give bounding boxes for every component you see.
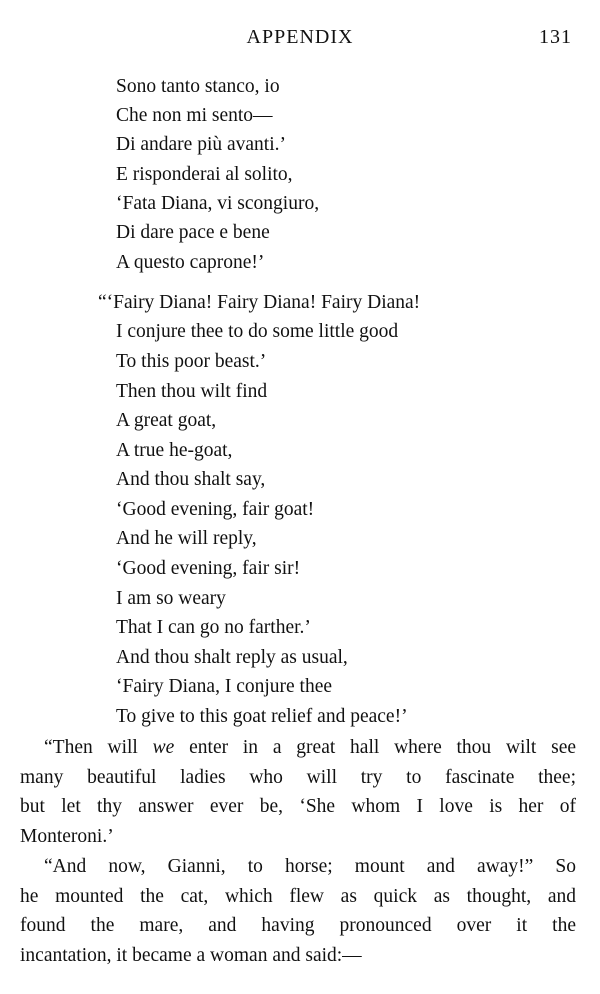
verse-line: Che non mi sento— xyxy=(116,105,273,126)
verse-line: And thou shalt reply as usual, xyxy=(116,647,348,668)
prose-line: incantation, it became a woman and said:— xyxy=(20,944,362,966)
verse-line: I conjure thee to do some little good xyxy=(116,321,399,342)
verse-line: To this poor beast.’ xyxy=(116,351,267,372)
verse-line: “‘Fairy Diana! Fairy Diana! Fairy Diana! xyxy=(98,292,421,313)
prose-line: many beautiful ladies who will try to fascinate thee; xyxy=(20,766,576,788)
prose-line: “And now, Gianni, to horse; mount and away!” So xyxy=(44,856,576,877)
verse-line: And thou shalt say, xyxy=(116,469,266,490)
prose-line: “Then will we enter in a great hall where thou wilt see xyxy=(44,737,577,758)
prose-line: but let thy answer ever be, ‘She whom I love is her of xyxy=(20,796,576,817)
verse-line: Then thou wilt find xyxy=(116,381,268,402)
verse-line: Sono tanto stanco, io xyxy=(116,76,280,97)
verse-line: A true he-goat, xyxy=(116,440,233,461)
emphasis: we xyxy=(152,737,175,758)
verse-line: And he will reply, xyxy=(116,528,257,549)
page-number: 131 xyxy=(539,26,572,48)
running-header xyxy=(0,26,600,52)
verse-line: A great goat, xyxy=(116,410,217,431)
verse-line: E risponderai al solito, xyxy=(116,164,293,185)
verse-line: ‘Good evening, fair goat! xyxy=(116,499,315,520)
verse-line: A questo caprone!’ xyxy=(116,252,265,273)
verse-line: ‘Fata Diana, vi scongiuro, xyxy=(116,193,320,214)
prose-line: he mounted the cat, which flew as quick as thought, and xyxy=(20,885,576,907)
paragraph-hall xyxy=(20,733,576,851)
running-title: APPENDIX xyxy=(246,26,354,48)
verse-line: To give to this goat relief and peace!’ xyxy=(116,706,408,727)
verse-line: That I can go no farther.’ xyxy=(116,617,311,638)
verse-line: I am so weary xyxy=(116,588,226,609)
verse-line: Di dare pace e bene xyxy=(116,222,270,243)
verse-line: ‘Fairy Diana, I conjure thee xyxy=(116,676,333,697)
verse-line: ‘Good evening, fair sir! xyxy=(116,558,301,579)
prose-line: Monteroni.’ xyxy=(20,825,114,847)
verse-line: Di andare più avanti.’ xyxy=(116,134,287,155)
paragraph-gianni xyxy=(20,852,576,970)
prose-line: found the mare, and having pronounced over it the xyxy=(20,915,576,936)
